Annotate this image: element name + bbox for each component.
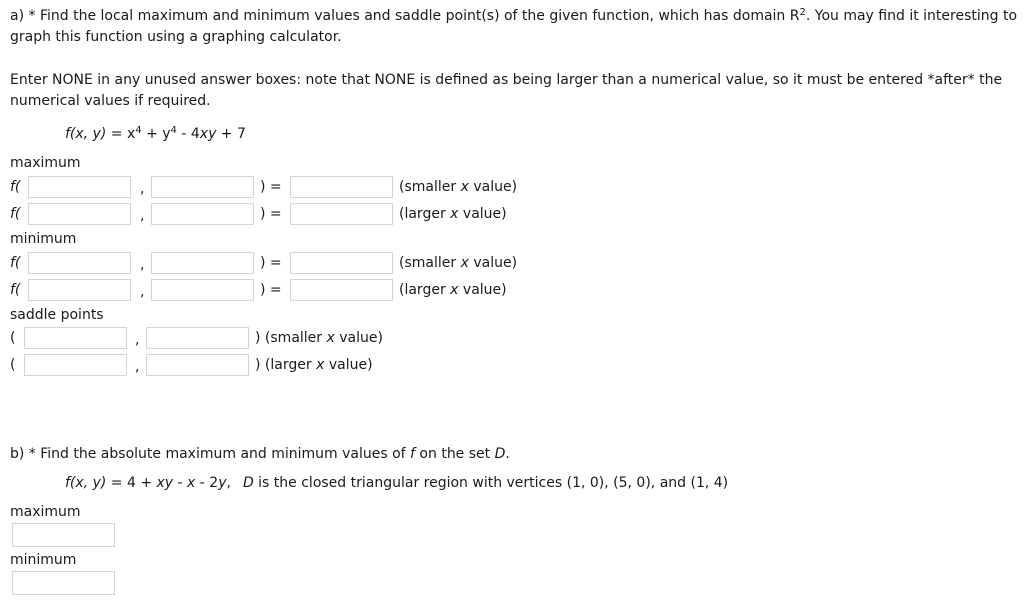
f-open-label: f( (10, 206, 21, 222)
close-equals: ) = (260, 206, 282, 222)
note-x-var: x (460, 179, 469, 195)
function-term-xy: xy (199, 126, 217, 142)
comma: , (135, 332, 140, 348)
max-2-x-input[interactable] (28, 203, 131, 225)
function-term-7: + 7 (216, 126, 246, 142)
note-prefix: (smaller (399, 255, 461, 271)
f-open-label: f( (10, 255, 21, 271)
function-term-y: + y (141, 126, 171, 142)
part-b-maximum-label: maximum (10, 504, 81, 520)
saddle-1-x-input[interactable] (24, 327, 127, 349)
part-b-prompt-text-2: on the set (414, 446, 495, 462)
min-1-note (399, 255, 517, 271)
note-prefix: (larger (399, 282, 451, 298)
comma: , (140, 284, 145, 300)
min-1-y-input[interactable] (151, 252, 254, 274)
comma: , (140, 257, 145, 273)
max-1-x-input[interactable] (28, 176, 131, 198)
saddle-1-y-input[interactable] (146, 327, 249, 349)
function-op-minus: - (173, 475, 188, 491)
note-suffix: value) (334, 330, 383, 346)
function-lhs: f(x, y) (65, 475, 107, 491)
saddle-2-y-input[interactable] (146, 354, 249, 376)
f-open-label: f( (10, 282, 21, 298)
note-x-var: x (326, 330, 335, 346)
function-term-x: x (187, 475, 196, 491)
part-b-maximum-input[interactable] (12, 523, 115, 547)
maximum-label: maximum (10, 155, 81, 171)
note-suffix: value) (458, 206, 507, 222)
comma: , (135, 359, 140, 375)
f-open-label: f( (10, 179, 21, 195)
paren-open: ( (10, 357, 16, 373)
note-prefix: (smaller (260, 330, 327, 346)
comma: , (140, 181, 145, 197)
part-b-minimum-label: minimum (10, 552, 77, 568)
function-exponent-2: 4 (170, 125, 177, 136)
paren-close: ) (255, 357, 261, 373)
close-equals: ) = (260, 179, 282, 195)
function-term-x: = x (106, 126, 136, 142)
part-b-d-var: D (494, 446, 506, 462)
note-x-var: x (460, 255, 469, 271)
note-suffix: value) (468, 179, 518, 195)
note-prefix: (larger (399, 206, 451, 222)
close-equals: ) = (260, 282, 282, 298)
note-x-var: x (316, 357, 325, 373)
max-1-value-input[interactable] (290, 176, 393, 198)
saddle-points-label: saddle points (10, 307, 104, 323)
comma: , (140, 208, 145, 224)
part-a-prompt-text: a) * Find the local maximum and minimum values and saddle point(s) of the given function, which has domain R (10, 8, 800, 24)
part-b-prompt-period: . (505, 446, 510, 462)
part-b-function (65, 475, 728, 491)
max-1-y-input[interactable] (151, 176, 254, 198)
paren-open: ( (10, 330, 16, 346)
part-a-function (65, 126, 246, 142)
saddle-1-note (255, 330, 383, 346)
min-1-value-input[interactable] (290, 252, 393, 274)
part-b-minimum-input[interactable] (12, 571, 115, 595)
minimum-label: minimum (10, 231, 77, 247)
function-term-2: - 2 (195, 475, 219, 491)
min-2-note (399, 282, 507, 298)
saddle-2-note (255, 357, 373, 373)
function-term-y: y (218, 475, 227, 491)
function-lhs: f(x, y) (65, 126, 107, 142)
min-2-y-input[interactable] (151, 279, 254, 301)
note-prefix: (larger (260, 357, 317, 373)
function-comma: , (226, 475, 231, 491)
function-exponent-1: 4 (135, 125, 142, 136)
part-b-prompt (10, 446, 510, 462)
note-suffix: value) (458, 282, 507, 298)
note-x-var: x (450, 206, 459, 222)
saddle-2-x-input[interactable] (24, 354, 127, 376)
part-b-f-var: f (410, 446, 415, 462)
function-term-4: = 4 + (106, 475, 157, 491)
part-b-prompt-text: b) * Find the absolute maximum and minimum values of (10, 446, 411, 462)
max-2-note (399, 206, 507, 222)
paren-close: ) (255, 330, 261, 346)
part-a-prompt-superscript: 2 (799, 7, 806, 18)
part-a-prompt (10, 6, 1018, 48)
max-2-y-input[interactable] (151, 203, 254, 225)
part-a-instructions: Enter NONE in any unused answer boxes: note that NONE is defined as being larger than a numerical value, so it must be entered *after* the numerical values if required. (10, 72, 1003, 109)
region-description: is the closed triangular region with vertices (1, 0), (5, 0), and (1, 4) (253, 475, 729, 491)
close-equals: ) = (260, 255, 282, 271)
note-prefix: (smaller (399, 179, 461, 195)
note-suffix: value) (468, 255, 518, 271)
note-x-var: x (450, 282, 459, 298)
function-term-xy: xy (156, 475, 174, 491)
part-a-prompt-text-2: . You may find it interesting to graph this function using a graphing calculator. (10, 8, 1018, 45)
max-1-note (399, 179, 517, 195)
note-suffix: value) (324, 357, 373, 373)
function-term-4: - 4 (176, 126, 200, 142)
max-2-value-input[interactable] (290, 203, 393, 225)
min-2-x-input[interactable] (28, 279, 131, 301)
min-2-value-input[interactable] (290, 279, 393, 301)
min-1-x-input[interactable] (28, 252, 131, 274)
region-d-var: D (242, 475, 254, 491)
